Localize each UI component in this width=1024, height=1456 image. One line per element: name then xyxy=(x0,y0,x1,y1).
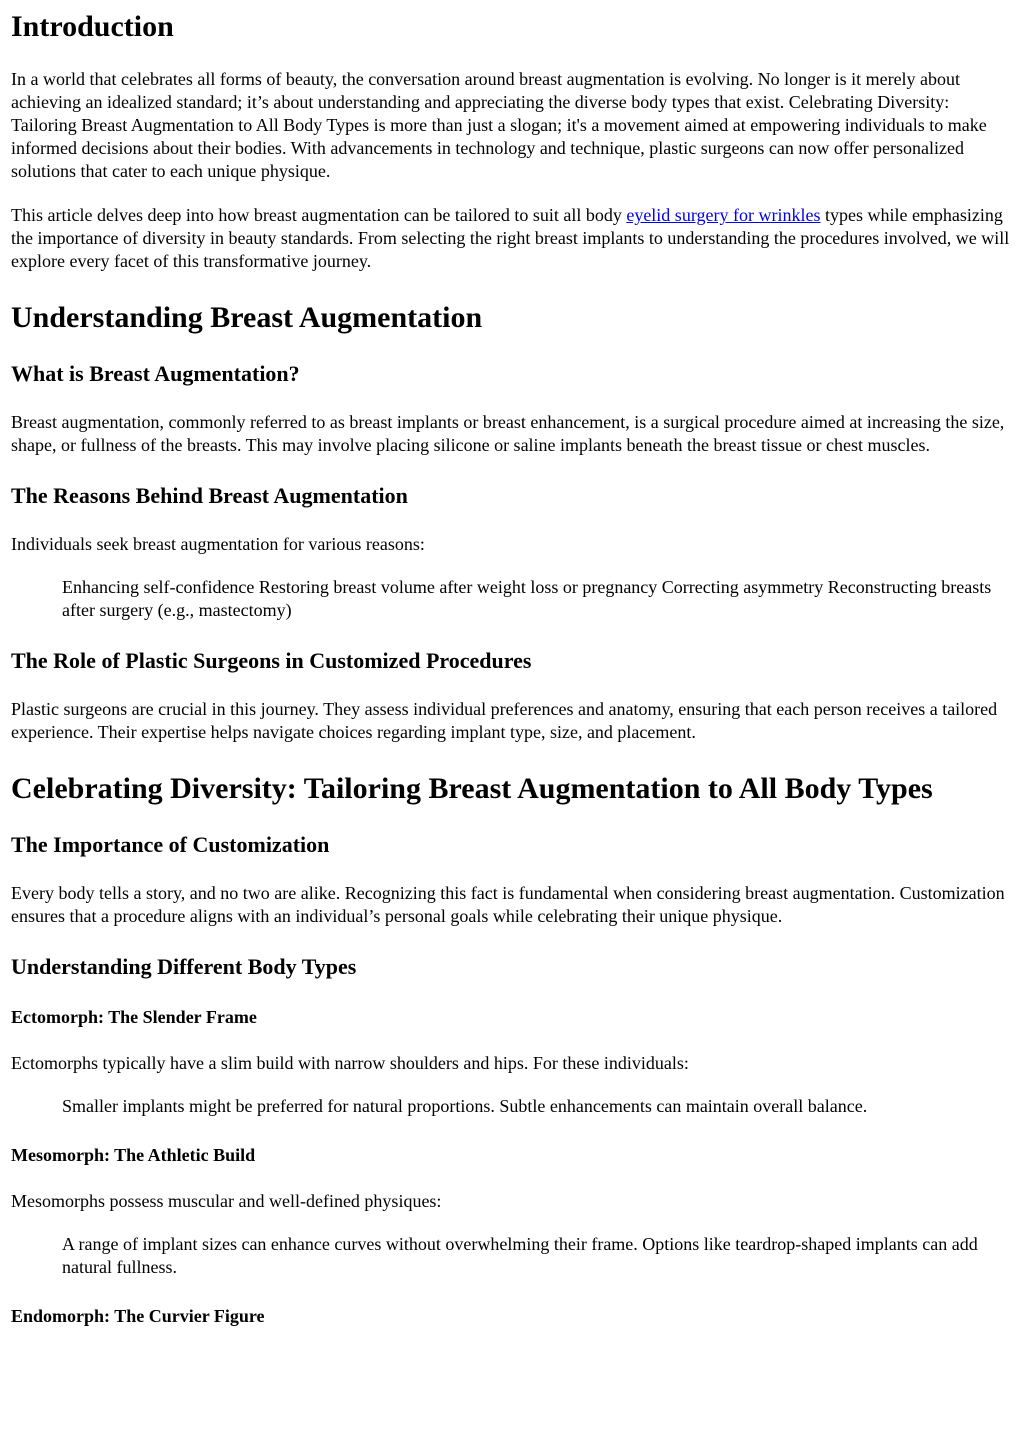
ectomorph-quote: Smaller implants might be preferred for natural proportions. Subtle enhancements can maintain overall balance. xyxy=(62,1096,868,1116)
mesomorph-paragraph: Mesomorphs possess muscular and well-defined physiques: xyxy=(11,1191,442,1211)
role-paragraph: Plastic surgeons are crucial in this journey. They assess individual preferences and anatomy, ensuring that each person receives a tailored experience. Their expertise helps navigate choices regarding implant type, size, and placement. xyxy=(11,699,998,742)
ectomorph-paragraph: Ectomorphs typically have a slim build with narrow shoulders and hips. For these individuals: xyxy=(11,1053,689,1073)
reasons-paragraph: Individuals seek breast augmentation for various reasons: xyxy=(11,534,425,554)
heading-introduction: Introduction xyxy=(11,10,174,43)
reasons-quote: Enhancing self-confidence Restoring breast volume after weight loss or pregnancy Correcting asymmetry Reconstructing breasts after surgery (e.g., mastectomy) xyxy=(62,577,992,620)
intro-paragraph-2-text-before: This article delves deep into how breast augmentation can be tailored to suit all body xyxy=(11,205,627,225)
heading-reasons: The Reasons Behind Breast Augmentation xyxy=(11,483,408,508)
heading-role-of-surgeons: The Role of Plastic Surgeons in Customized Procedures xyxy=(11,648,532,673)
what-is-paragraph: Breast augmentation, commonly referred to as breast implants or breast enhancement, is a surgical procedure aimed at increasing the size, shape, or fullness of the breasts. This may involve placing silicone or saline implants beneath the breast tissue or chest muscles. xyxy=(11,412,1005,455)
intro-paragraph-1: In a world that celebrates all forms of beauty, the conversation around breast augmentation is evolving. No longer is it merely about achieving an idealized standard; it’s about understanding and appreciating the diverse body types that exist. Celebrating Diversity: Tailoring Breast Augmentation to All Body Types is more than just a slogan; it's a movement aimed at empowering individuals to make informed decisions about their bodies. With advancements in technology and technique, plastic surgeons can now offer personalized solutions that cater to each unique physique. xyxy=(11,69,987,181)
heading-ectomorph: Ectomorph: The Slender Frame xyxy=(11,1007,257,1027)
heading-endomorph: Endomorph: The Curvier Figure xyxy=(11,1306,265,1326)
intro-paragraph-2-text-after: types while emphasizing the importance of diversity in beauty standards. From selecting the right breast implants to understanding the procedures involved, we will explore every facet of this transformative journey. xyxy=(11,205,1010,271)
heading-body-types: Understanding Different Body Types xyxy=(11,954,357,979)
heading-celebrating-diversity: Celebrating Diversity: Tailoring Breast Augmentation to All Body Types xyxy=(11,772,933,805)
mesomorph-quote: A range of implant sizes can enhance curves without overwhelming their frame. Options like teardrop-shaped implants can add natural fullness. xyxy=(62,1234,978,1277)
article xyxy=(0,10,1024,1327)
heading-understanding: Understanding Breast Augmentation xyxy=(11,301,483,334)
heading-what-is: What is Breast Augmentation? xyxy=(11,361,300,386)
heading-mesomorph: Mesomorph: The Athletic Build xyxy=(11,1145,256,1165)
intro-paragraph-2 xyxy=(11,204,1013,273)
customization-paragraph: Every body tells a story, and no two are alike. Recognizing this fact is fundamental when considering breast augmentation. Customization ensures that a procedure aligns with an individual’s personal goals while celebrating their unique physique. xyxy=(11,883,1005,926)
eyelid-surgery-link[interactable]: eyelid surgery for wrinkles xyxy=(626,205,821,225)
heading-customization: The Importance of Customization xyxy=(11,832,330,857)
